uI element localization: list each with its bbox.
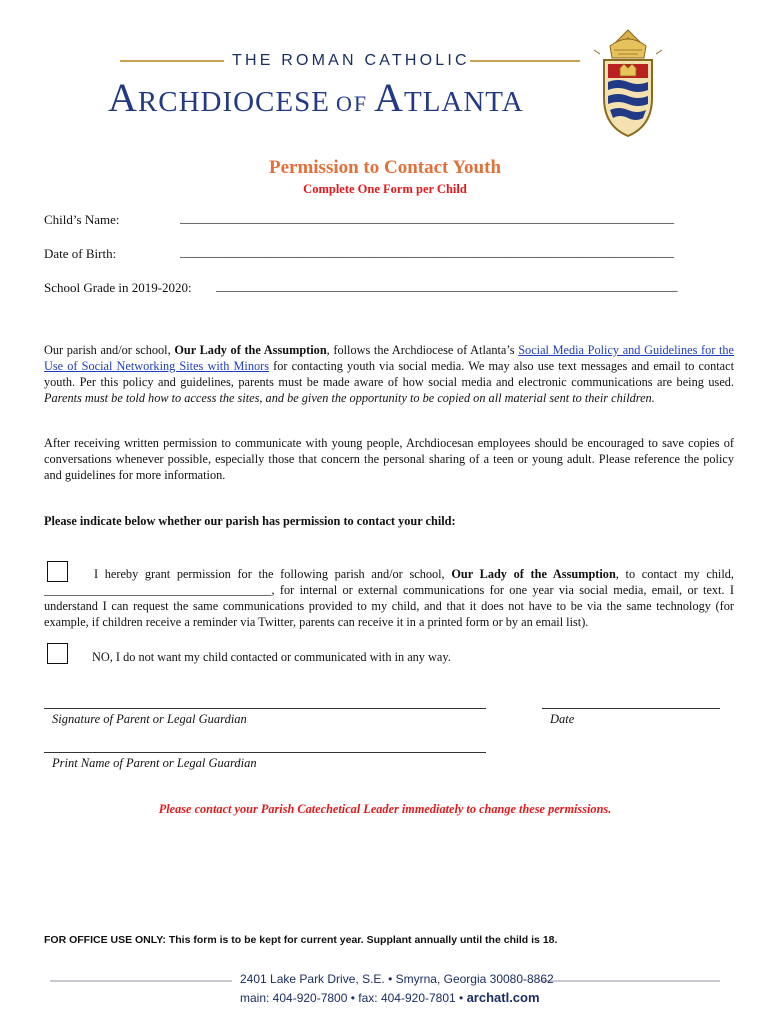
school-grade-field[interactable]: _______________________________________________________________________	[216, 278, 678, 293]
social-media-policy-link[interactable]: Social Media Policy and Guidelines for the Use of Social Networking Sites with Minors	[44, 343, 734, 373]
date-of-birth-label: Date of Birth:	[44, 246, 117, 261]
footer-address: 2401 Lake Park Drive, S.E. • Smyrna, Georgia 30080-8862	[240, 972, 554, 986]
print-name-line[interactable]	[44, 752, 486, 753]
policy-paragraph: Our parish and/or school, Our Lady of the Assumption, follows the Archdiocese of Atlanta’s Social Media Policy and Guidelines for the Use of Social Networking Sites with Minors for contacting youth via social media. We may also use text messages and email to contact youth. Per this policy and guidelines, parents must be made aware of how social media and electronic communications are being used. Parents must be told how to access the sites, and be given the opportunity to be copied on all material sent to their children.	[44, 343, 734, 405]
child-name-label: Child’s Name:	[44, 212, 120, 227]
header-gold-rule-right	[470, 60, 580, 62]
header-archdiocese-name: ARCHDIOCESE OF ATLANTA	[108, 75, 524, 120]
deny-permission-checkbox[interactable]	[47, 643, 68, 664]
permission-prompt: Please indicate below whether our parish has permission to contact your child:	[44, 514, 456, 528]
retention-paragraph: After receiving written permission to communicate with young people, Archdiocesan employees should be encouraged to save copies of conversations whenever possible, especially those that concern the personal sharing of a teen or young adult. Please reference the policy and guidelines for more information.	[44, 436, 734, 482]
form-subtitle: Complete One Form per Child	[303, 182, 467, 196]
school-grade-label: School Grade in 2019-2020:	[44, 280, 192, 295]
coat-of-arms-logo	[590, 28, 666, 140]
change-permissions-notice: Please contact your Parish Catechetical Leader immediately to change these permissions.	[158, 802, 612, 816]
footer-contact: main: 404-920-7800 • fax: 404-920-7801 • archatl.com	[240, 990, 540, 1005]
deny-permission-text: NO, I do not want my child contacted or communicated with in any way.	[92, 650, 451, 664]
grant-permission-text: I hereby grant permission for the following parish and/or school, Our Lady of the Assumption, to contact my child, _____________________________________, for internal or external communications for one year via social media, email, or text. I understand I can request the same communications provided to my child, and that it does not have to be via the same technology (for example, if children receive a reminder via Twitter, parents can receive it in a printed form or by an email list).	[44, 567, 734, 629]
footer-rule-right	[540, 980, 720, 982]
header-top-line: THE ROMAN CATHOLIC	[232, 52, 470, 69]
signature-label: Signature of Parent or Legal Guardian	[52, 712, 247, 726]
office-use-note: FOR OFFICE USE ONLY: This form is to be kept for current year. Supplant annually until the child is 18.	[44, 934, 558, 946]
date-line[interactable]	[542, 708, 720, 709]
footer-website-link[interactable]: archatl.com	[466, 990, 540, 1005]
date-label: Date	[550, 712, 575, 726]
parish-name: Our Lady of the Assumption	[174, 343, 327, 357]
form-title: Permission to Contact Youth	[268, 157, 502, 178]
date-of-birth-field[interactable]: ____________________________________________________________________________	[180, 244, 674, 259]
footer-rule-left	[50, 980, 232, 982]
print-name-label: Print Name of Parent or Legal Guardian	[52, 756, 257, 770]
header-gold-rule-left	[120, 60, 224, 62]
child-name-field[interactable]: ____________________________________________________________________________	[180, 210, 674, 225]
signature-line[interactable]	[44, 708, 486, 709]
